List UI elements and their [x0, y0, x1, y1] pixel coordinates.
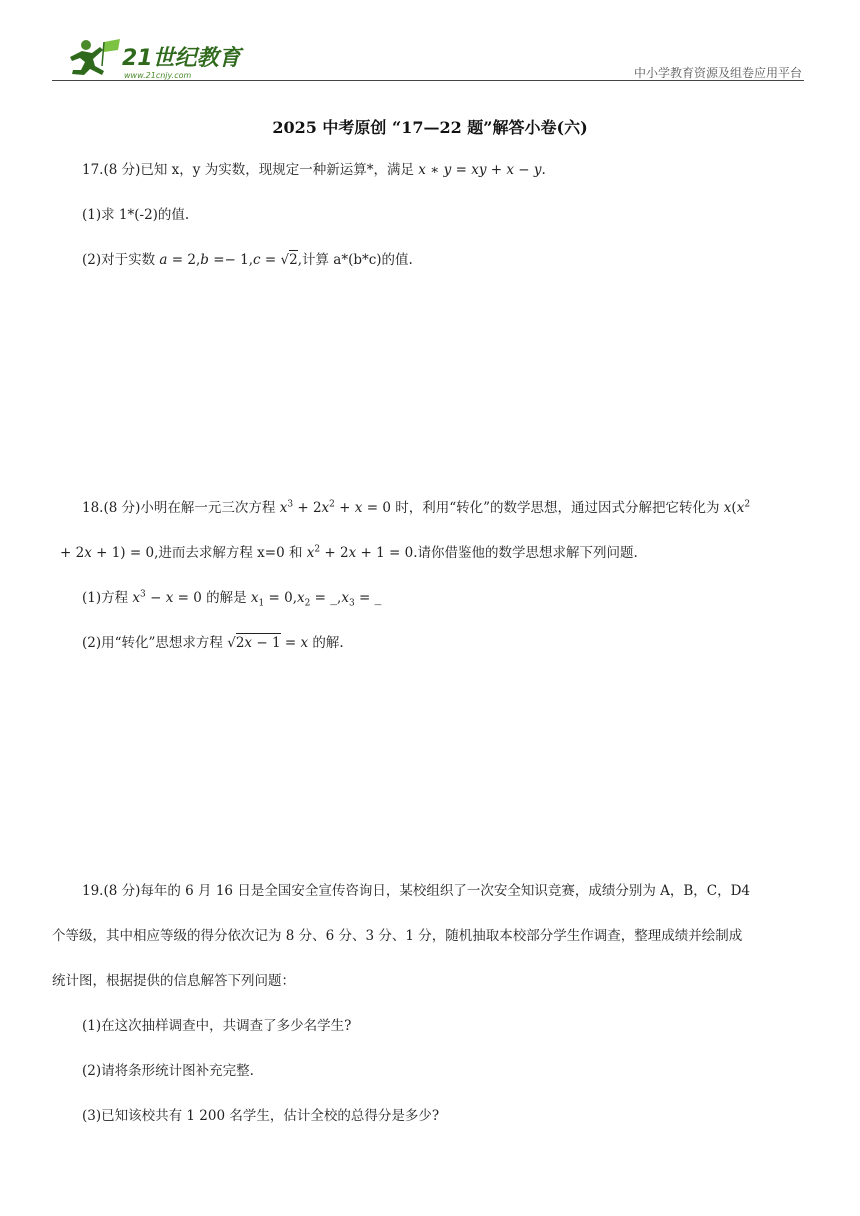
runner-icon	[70, 39, 120, 75]
logo-text: 21世纪教育	[122, 46, 241, 71]
q17-part1: (1)求 1*(-2)的值.	[82, 207, 190, 223]
q19-part1: (1)在这次抽样调查中，共调查了多少名学生?	[82, 1018, 352, 1034]
q18-part1: (1)方程 $x^3 - x = 0$ 的解是 $x_1 = 0,x_2$ = $\_,x_3$ = _	[82, 589, 382, 609]
q19-stem-line3: 统计图，根据提供的信息解答下列问题：	[52, 973, 295, 989]
q17-stem: 17.(8 分)已知 x，y 为实数，现规定一种新运算*，满足 x ∗ y = xy + x − y.	[82, 162, 546, 178]
logo	[62, 36, 252, 80]
q19-stem-line1: 19.(8 分)每年的 6 月 16 日是全国安全宣传咨询日，某校组织了一次安全知识竞赛，成绩分别为 A，B，C，D4	[82, 883, 751, 899]
q19-part2: (2)请将条形统计图补充完整.	[82, 1063, 254, 1079]
paper-title: 2025 中考原创 “17—22 题”解答小卷(六)	[272, 118, 588, 137]
q19-stem-line2: 个等级，其中相应等级的得分依次记为 8 分、6 分、3 分、1 分，随机抽取本校部分学生作调查，整理成绩并绘制成	[52, 928, 743, 944]
header-site-name: 中小学教育资源及组卷应用平台	[633, 66, 802, 80]
q19-part3: (3)已知该校共有 1 200 名学生，估计全校的总得分是多少?	[82, 1108, 440, 1124]
q18-stem-line1: 18.(8 分)小明在解一元三次方程 $x^3 + 2x^2 + x = 0$ 时，利用“转化”的数学思想，通过因式分解把它转化为 $x(x^2$	[82, 499, 751, 516]
page-header	[52, 36, 804, 84]
q18-part2: (2)用“转化”思想求方程 √2x − 1 = x 的解.	[82, 635, 344, 651]
q18-stem-line2: + 2x + 1) = 0,进而去求解方程 x=0 和 $x^2 + 2x + 1 = 0$.请你借鉴他的数学思想求解下列问题.	[60, 544, 638, 561]
header-divider	[52, 80, 804, 81]
q17-part2: (2)对于实数 a = 2,b =− 1,c = √2,计算 a*(b*c)的值.	[82, 252, 413, 268]
logo-url: www.21cnjy.com	[124, 71, 192, 80]
